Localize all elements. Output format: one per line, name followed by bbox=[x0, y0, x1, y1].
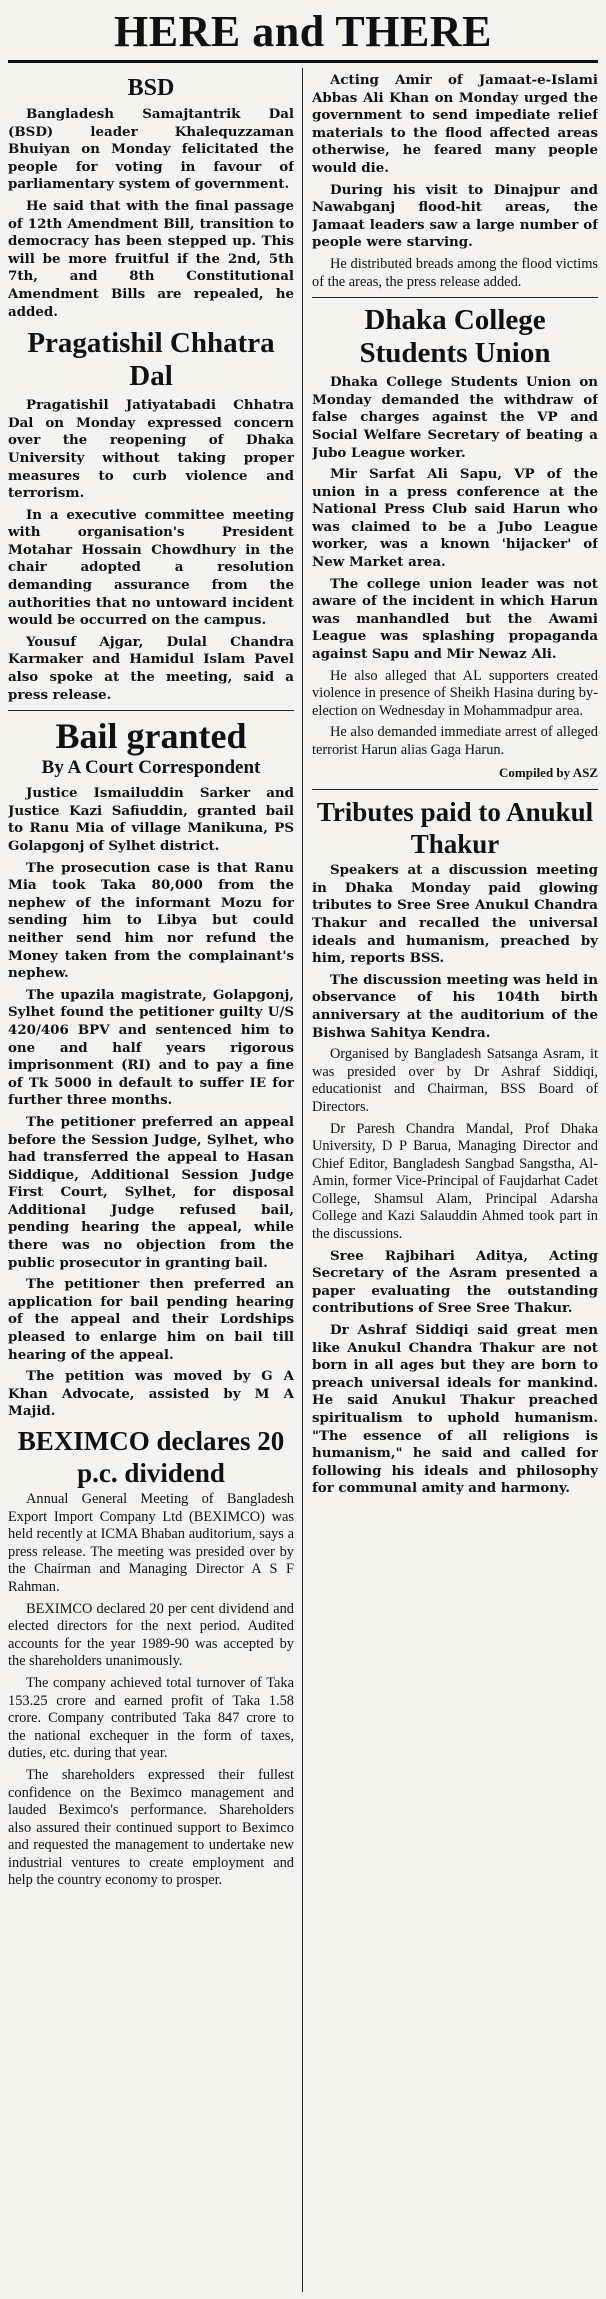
bsd-heading: BSD bbox=[127, 75, 175, 101]
dhaka-college-paragraph: He also demanded immediate arrest of alleged terrorist Harun alias Gaga Harun. bbox=[312, 724, 598, 758]
beximco-paragraph: BEXIMCO declared 20 per cent dividend and elected directors for the next period. Audited accounts for the year 1989-90 was accepted by the shareholders unanimously. bbox=[8, 1600, 294, 1670]
pragatishil-heading: Pragatishil Chhatra Dal bbox=[27, 327, 275, 393]
bail-paragraph: The petition was moved by G A Khan Advocate, assisted by M A Majid. bbox=[8, 1368, 294, 1420]
dhaka-college-heading: Dhaka College Students Union bbox=[359, 304, 551, 370]
pragatishil-paragraph: Yousuf Ajgar, Dulal Chandra Karmaker and Hamidul Islam Pavel also spoke at the meeting, said a press release. bbox=[8, 633, 294, 703]
tributes-paragraph: Dr Ashraf Siddiqi said great men like Anukul Chandra Thakur are not born in all ages but they are born to preach universal ideals for mankind. He said Anukul Thakur preached spiritualism to uphold humanism. "The essence of all religions is humanism," he said and called for following his ideals and philosophy for communal amity and harmony. bbox=[312, 1322, 598, 1497]
bail-paragraph: The petitioner then preferred an application for bail pending hearing of the appeal and their Lordships pleased to enlarge him on bail till hearing of the appeal. bbox=[8, 1276, 294, 1363]
column-divider bbox=[302, 68, 303, 2292]
pragatishil-paragraph: In a executive committee meeting with organisation's President Motahar Hossain Chowdhury in the chair adopted a resolution demanding assurance from the authorities that no untoward incident would be occurred on the campus. bbox=[8, 506, 294, 629]
pragatishil-paragraph: Pragatishil Jatiyatabadi Chhatra Dal on Monday expressed concern over the reopening of Dhaka University without taking proper measures to curb violence and terrorism. bbox=[8, 397, 294, 502]
bail-paragraph: Justice Ismailuddin Sarker and Justice Kazi Safiuddin, granted bail to Ranu Mia of village Manikuna, PS Golapgonj of Sylhet district. bbox=[8, 785, 294, 854]
tributes-paragraph: Organised by Bangladesh Satsanga Asram, it was presided over by Dr Ashraf Siddiqi, educationist and Chairman, BSS Board of Directors. bbox=[312, 1046, 598, 1115]
bail-paragraph: The petitioner preferred an appeal before the Session Judge, Sylhet, who had transferred the appeal to Hasan Siddique, Additional Session Judge First Court, Sylhet, for disposal Additional Judge refused bail, pending hearing the appeal, while there was no objection from the public prosecutor in granting bail. bbox=[8, 1113, 294, 1271]
section-rule bbox=[312, 297, 598, 298]
tributes-paragraph: Dr Paresh Chandra Mandal, Prof Dhaka University, D P Barua, Managing Director and Chief Editor, Bangladesh Sangbad Sangstha, Al-Amin, former Vice-Principal of Faujdarhat Cadet College, Shamsul Alam, Principal Adarsha College and Kazi Salauddin Ahmed took part in the discussions. bbox=[312, 1120, 598, 1243]
tributes-paragraph: Speakers at a discussion meeting in Dhaka Monday paid glowing tributes to Sree Sree Anukul Chandra Thakur and recalled the universal ideals and humanism, preached by him, reports BSS. bbox=[312, 862, 598, 967]
bail-paragraph: The upazila magistrate, Golapgonj, Sylhet found the petitioner guilty U/S 420/406 BPV and sentenced him to one and half years rigorous imprisonment (RI) and to pay a fine of Tk 5000 in default to suffer IE for further three months. bbox=[8, 986, 294, 1109]
bsd-paragraph: Bangladesh Samajtantrik Dal (BSD) leader Khalequzzaman Bhuiyan on Monday felicitated the people for voting in favour of parliamentary system of government. bbox=[8, 106, 294, 193]
jamaat-paragraph: Acting Amir of Jamaat-e-Islami Abbas Ali Khan on Monday urged the government to send impediate relief materials to the flood affected areas otherwise, he feared many people would die. bbox=[312, 72, 598, 176]
beximco-heading: BEXIMCO declares 20 p.c. dividend bbox=[17, 1426, 285, 1488]
compiled-by-credit: Compiled by ASZ bbox=[499, 764, 598, 780]
left-column bbox=[8, 72, 294, 2290]
beximco-paragraph: Annual General Meeting of Bangladesh Export Import Company Ltd (BEXIMCO) was held recently at ICMA Bhaban auditorium, says a press release. The meeting was presided over by the Chairman and Managing Director A S F Rahman. bbox=[8, 1491, 294, 1595]
tributes-paragraph: The discussion meeting was held in observance of his 104th birth anniversary at the auditorium of the Bishwa Sahitya Kendra. bbox=[312, 971, 598, 1041]
dhaka-college-paragraph: The college union leader was not aware of the incident in which Harun was manhandled but the Awami League was splashing propaganda against Sapu and Mir Newaz Ali. bbox=[312, 575, 598, 663]
bail-byline: By A Court Correspondent bbox=[41, 757, 261, 779]
masthead-title: HERE and THERE bbox=[8, 4, 598, 63]
section-rule bbox=[312, 789, 598, 790]
bail-heading: Bail granted bbox=[55, 716, 247, 757]
section-rule bbox=[8, 710, 294, 711]
dhaka-college-paragraph: Dhaka College Students Union on Monday demanded the withdraw of false charges against the VP and Social Welfare Secretary of beating a Jubo League worker. bbox=[312, 374, 598, 461]
dhaka-college-paragraph: He also alleged that AL supporters created violence in presence of Sheikh Hasina during by-election on Wednesday in Mohammadpur area. bbox=[312, 667, 598, 719]
beximco-paragraph: The company achieved total turnover of Taka 153.25 crore and earned profit of Taka 1.58 crore. Company contributed Taka 847 crore to the national exchequer in the form of taxes, duties, etc. during that year. bbox=[8, 1674, 294, 1762]
dhaka-college-paragraph: Mir Sarfat Ali Sapu, VP of the union in a press conference at the National Press Club said Harun who was claimed to be a Jubo League worker, was a known 'hijacker' of New Market area. bbox=[312, 466, 598, 571]
bail-paragraph: The prosecution case is that Ranu Mia took Taka 80,000 from the nephew of the informant Mozu for sending him to Libya but could neither send him nor refund the Money taken from the complainant's nephew. bbox=[8, 859, 294, 982]
beximco-paragraph: The shareholders expressed their fullest confidence on the Beximco management and lauded Beximco's performance. Shareholders also assured their continued support to Beximco and requested the management to undertake new industrial ventures to create employment and help the country economy to prosper. bbox=[8, 1766, 294, 1889]
bsd-paragraph: He said that with the final passage of 12th Amendment Bill, transition to democracy has been stepped up. This will be more fruitful if the 2nd, 5th 7th, and 8th Constitutional Amendment Bills are repealed, he added. bbox=[8, 197, 294, 320]
tributes-paragraph: Sree Rajbihari Aditya, Acting Secretary of the Asram presented a paper evaluating the outstanding contributions of Sree Sree Thakur. bbox=[312, 1247, 598, 1317]
jamaat-paragraph: During his visit to Dinajpur and Nawabganj flood-hit areas, the Jamaat leaders saw a large number of people were starving. bbox=[312, 181, 598, 251]
tributes-heading: Tributes paid to Anukul Thakur bbox=[316, 797, 594, 860]
right-column bbox=[312, 72, 598, 2290]
jamaat-paragraph: He distributed breads among the flood victims of the areas, the press release added. bbox=[312, 255, 598, 290]
